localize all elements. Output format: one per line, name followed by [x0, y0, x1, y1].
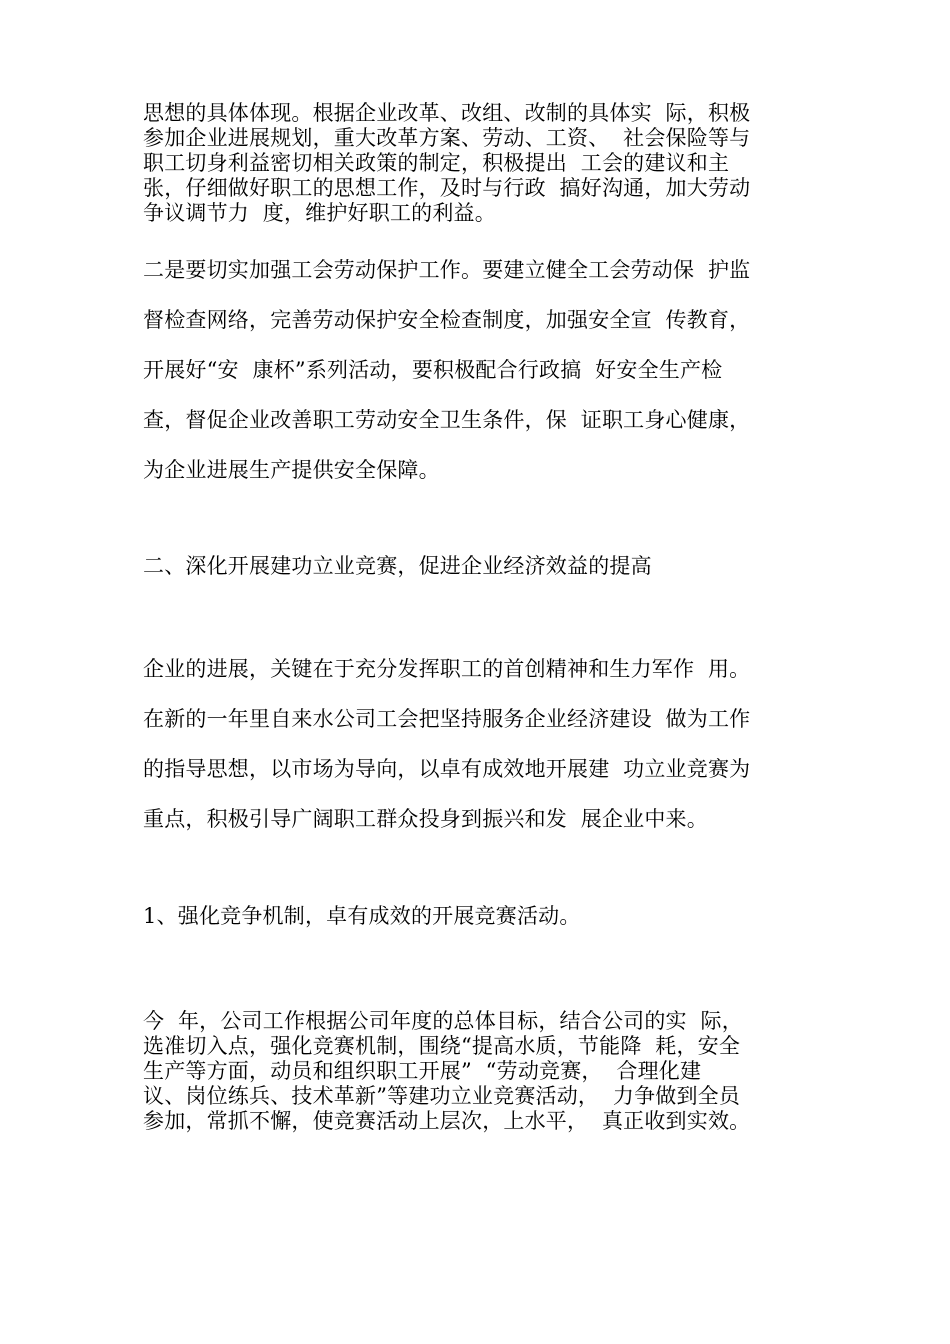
paragraph-workers-interests [143, 101, 833, 226]
text-line: 参加，常抓不懈，使竞赛活动上层次，上水平， 真正收到实效。 [143, 1109, 751, 1133]
text-line: 议、岗位练兵、技术革新”等建功立业竞赛活动， 力争做到全员 [143, 1084, 741, 1108]
text-line: 在新的一年里自来水公司工会把坚持服务企业经济建设 做为工作 [143, 707, 751, 731]
section-heading-2 [143, 552, 833, 580]
text-line: 张，仔细做好职工的思想工作，及时与行政 搞好沟通，加大劳动 [143, 176, 751, 200]
text-line: 查，督促企业改善职工劳动安全卫生条件，保 证职工身心健康， [143, 408, 751, 432]
text-line: 重点，积极引导广阔职工群众投身到振兴和发 展企业中来。 [143, 807, 708, 831]
text-line: 督检查网络，完善劳动保护安全检查制度，加强安全宣 传教育， [143, 308, 751, 332]
text-line: 生产等方面，动员和组织职工开展” “劳动竞赛， 合理化建 [143, 1059, 702, 1083]
subheading-1 [143, 902, 833, 930]
text-line: 思想的具体体现。根据企业改革、改组、改制的具体实 际，积极 [143, 101, 751, 125]
text-line: 二是要切实加强工会劳动保护工作。要建立健全工会劳动保 护监 [143, 258, 751, 282]
text-line: 参加企业进展规划，重大改革方案、劳动、工资、 社会保险等与 [143, 126, 751, 150]
text-line: 选准切入点，强化竞赛机制，围绕“提高水质，节能降 耗，安全 [143, 1034, 741, 1058]
text-line: 今 年，公司工作根据公司年度的总体目标，结合公司的实 际， [143, 1009, 743, 1033]
text-line: 开展好“安 康杯”系列活动，要积极配合行政搞 好安全生产检 [143, 358, 723, 382]
text-line: 职工切身利益密切相关政策的制定，积极提出 工会的建议和主 [143, 151, 730, 175]
paragraph-enterprise-development [143, 644, 833, 844]
section-heading: 二、深化开展建功立业竞赛，促进企业经济效益的提高 [143, 554, 652, 578]
paragraph-labor-protection [143, 245, 833, 495]
paragraph-competition [143, 1009, 833, 1134]
text-line: 的指导思想，以市场为导向，以卓有成效地开展建 功立业竞赛为 [143, 757, 751, 781]
text-line: 争议调节力 度，维护好职工的利益。 [143, 201, 496, 225]
subheading: 1、强化竞争机制，卓有成效的开展竞赛活动。 [143, 904, 581, 928]
text-line: 企业的进展，关键在于充分发挥职工的首创精神和生力军作 用。 [143, 657, 751, 681]
text-line: 为企业进展生产提供安全保障。 [143, 458, 440, 482]
